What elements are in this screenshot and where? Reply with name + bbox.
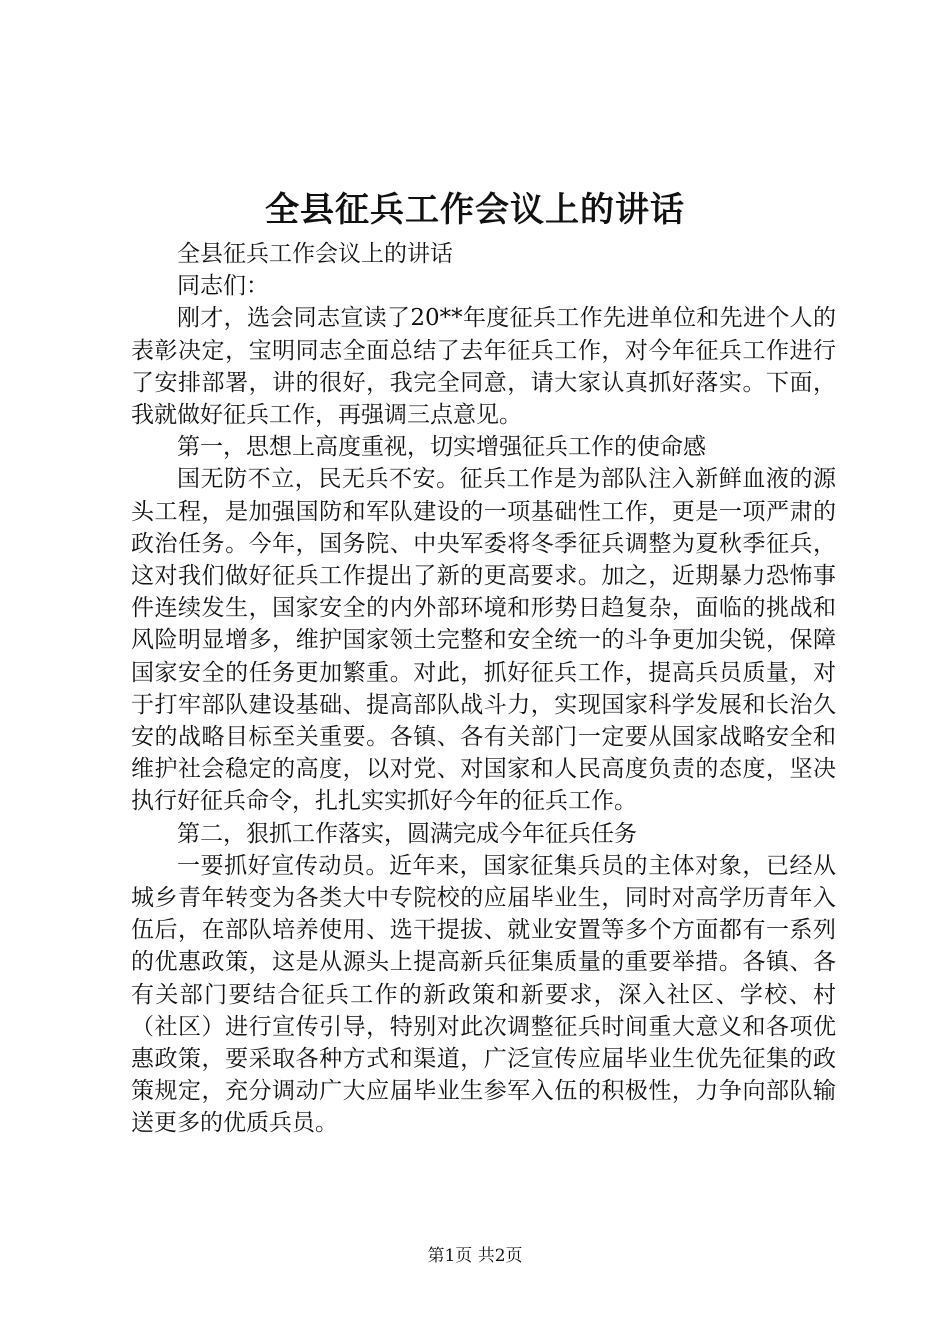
document-body (131, 238, 836, 1140)
paragraph-second-section: 一要抓好宣传动员。近年来，国家征集兵员的主体对象，已经从城乡青年转变为各类大中专院校的应届毕业生，同时对高学历青年入伍后，在部队培养使用、选干提拔、就业安置等多个方面都有一系列的优惠政策，这是从源头上提高新兵征集质量的重要举措。各镇、各有关部门要结合征兵工作的新政策和新要求，深入社区、学校、村（社区）进行宣传引导，特别对此次调整征兵时间重大意义和各项优惠政策，要采取各种方式和渠道，广泛宣传应届毕业生优先征集的政策规定，充分调动广大应届毕业生参军入伍的积极性，力争向部队输送更多的优质兵员。 (131, 852, 836, 1137)
paragraph-first-section: 国无防不立，民无兵不安。征兵工作是为部队注入新鲜血液的源头工程，是加强国防和军队建设的一项基础性工作，更是一项严肃的政治任务。今年，国务院、中央军委将冬季征兵调整为夏秋季征兵，这对我们做好征兵工作提出了新的更高要求。加之，近期暴力恐怖事件连续发生，国家安全的内外部环境和形势日趋复杂，面临的挑战和风险明显增多，维护国家领土完整和安全统一的斗争更加尖锐，保障国家安全的任务更加繁重。对此，抓好征兵工作，提高兵员质量，对于打牢部队建设基础、提高部队战斗力，实现国家科学发展和长治久安的战略目标至关重要。各镇、各有关部门一定要从国家战略安全和维护社会稳定的高度，以对党、对国家和人民高度负责的态度，坚决执行好征兵命令，扎扎实实抓好今年的征兵工作。 (131, 466, 836, 815)
section-heading-first: 第一，思想上高度重视，切实增强征兵工作的使命感 (177, 434, 706, 461)
section-heading-second: 第二，狠抓工作落实，圆满完成今年征兵任务 (177, 820, 637, 847)
page-number-footer: 第1页 共2页 (427, 1246, 523, 1266)
paragraph-intro: 刚才，选会同志宣读了20**年度征兵工作先进单位和先进个人的表彰决定，宝明同志全面总结了去年征兵工作，对今年征兵工作进行了安排部署，讲的很好，我完全同意，请大家认真抓好落实。下面，我就做好征兵工作，再强调三点意见。 (131, 305, 836, 429)
paragraph-salutation: 同志们： (177, 273, 269, 300)
document-title: 全县征兵工作会议上的讲话 (265, 190, 685, 230)
paragraph-subtitle: 全县征兵工作会议上的讲话 (177, 241, 453, 267)
